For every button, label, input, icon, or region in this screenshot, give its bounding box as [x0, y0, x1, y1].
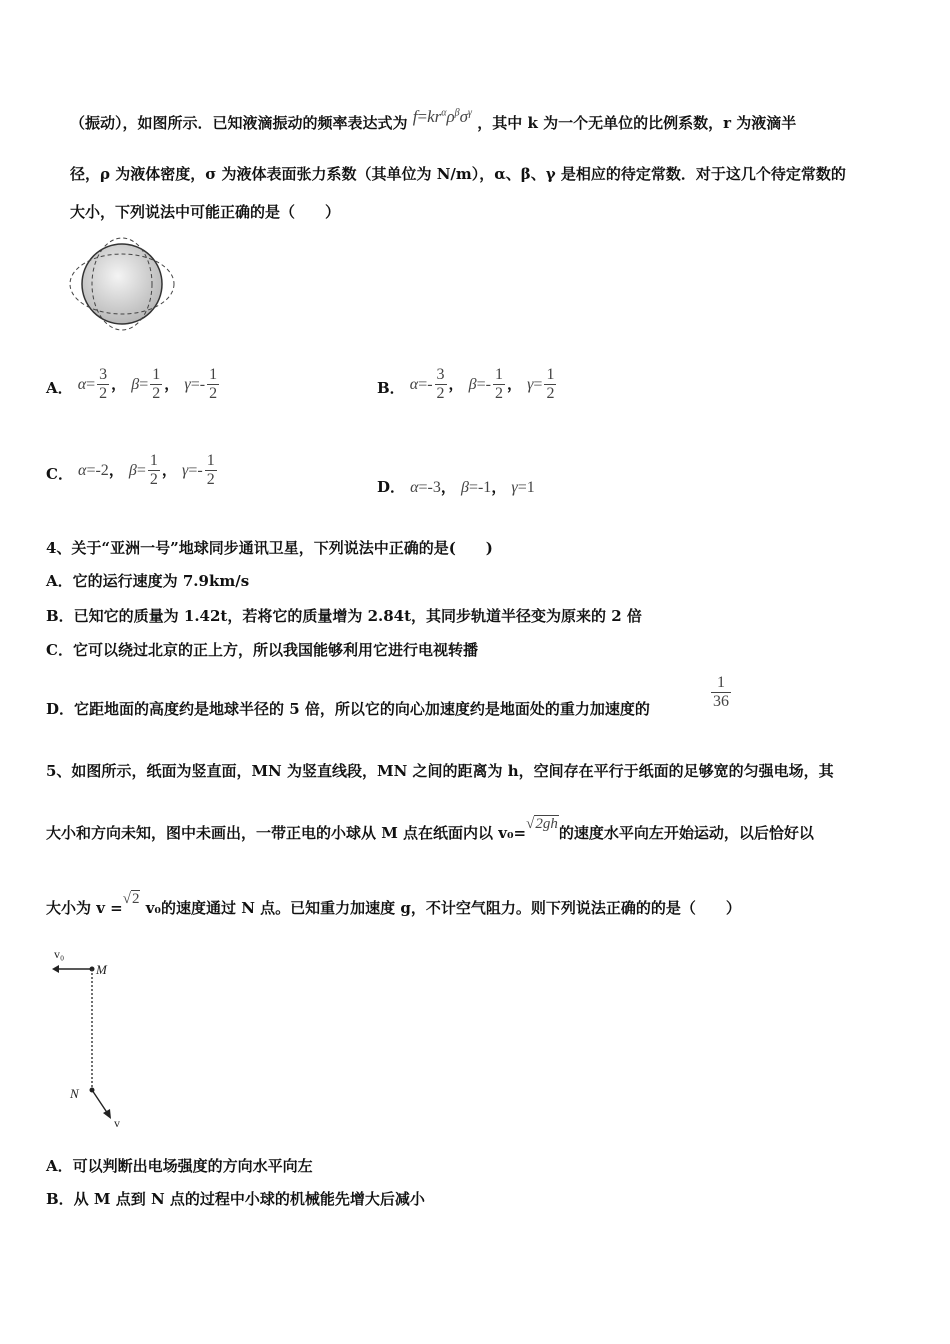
q4-option-a[interactable]: A．它的运行速度为 7.9km/s: [46, 572, 250, 590]
label-v0: v₀: [54, 947, 65, 961]
q4-stem: 4、关于“亚洲一号”地球同步通讯卫星，下列说法中正确的是( ): [46, 539, 493, 557]
label-n: N: [70, 1086, 79, 1101]
v0-arrowhead: [52, 965, 59, 973]
frequency-formula: $f=kr^\alpha\rho^\beta\sigma^\gamma$: [412, 107, 472, 126]
q3-option-b[interactable]: B． α=- $\frac{3}{2}$ ， β=- $\frac{1}{2}$ ， γ= $\frac{1}{2}$: [377, 366, 555, 402]
q3-option-d[interactable]: D． α=-3， β=-1， γ=1: [377, 478, 535, 496]
q4-option-c[interactable]: C．它可以绕过北京的正上方，所以我国能够利用它进行电视转播: [46, 641, 478, 659]
q3-line1: [70, 107, 797, 133]
q4-option-d[interactable]: D．它距地面的高度约是地球半径的 5 倍，所以它的向心加速度约是地面处的重力加速度的: [46, 700, 650, 718]
v-arrow: [92, 1090, 108, 1114]
label-v: v: [114, 1116, 120, 1130]
q5-line1: 5、如图所示，纸面为竖直面，MN 为竖直线段，MN 之间的距离为 h，空间存在平行于纸面的足够宽的匀强电场，其: [46, 762, 834, 780]
label-m: M: [96, 962, 107, 977]
q5-option-b[interactable]: B．从 M 点到 N 点的过程中小球的机械能先增大后减小: [46, 1190, 425, 1208]
v-arrowhead: [103, 1109, 111, 1119]
q3-line2: 径，ρ 为液体密度，σ 为液体表面张力系数（其单位为 N/m），α、β、γ 是相应的待定常数．对于这几个待定常数的: [70, 165, 846, 183]
droplet-circle: [82, 244, 162, 324]
q5-line2: 大小和方向未知，图中未画出，一带正电的小球从 M 点在纸面内以 v₀=√2gh的速度水平向左开始运动，以后恰好以: [46, 816, 814, 842]
q4-option-b[interactable]: B．已知它的质量为 1.42t，若将它的质量增为 2.84t，其同步轨道半径变为原来的 2 倍: [46, 607, 642, 625]
droplet-figure: [66, 236, 178, 332]
q5-line3: 大小为 v =√2 v₀的速度通过 N 点。已知重力加速度 g，不计空气阻力。则下列说法正确的的是（ ）: [46, 891, 741, 917]
sqrt-2: √2: [122, 891, 140, 907]
q3-option-c[interactable]: C． α=-2， β= $\frac{1}{2}$ ， γ=- $\frac{1}{2}$: [46, 452, 215, 488]
sqrt-2gh: √2gh: [526, 816, 558, 832]
q3-line3: 大小，下列说法中可能正确的是（ ）: [70, 203, 341, 221]
q4-d-fraction: $\frac{1}{36}$: [713, 674, 729, 710]
mn-figure: [48, 944, 138, 1134]
q5-option-a[interactable]: A．可以判断出电场强度的方向水平向左: [46, 1157, 313, 1175]
q3-line1-tail: ，其中 k 为一个无单位的比例系数，r 为液滴半: [477, 114, 797, 132]
q3-line1-text: （振动），如图所示．已知液滴振动的频率表达式为: [70, 114, 408, 132]
q3-option-a[interactable]: A． α= $\frac{3}{2}$ ， β= $\frac{1}{2}$ ， γ=- $\frac{1}{2}$: [46, 366, 218, 402]
